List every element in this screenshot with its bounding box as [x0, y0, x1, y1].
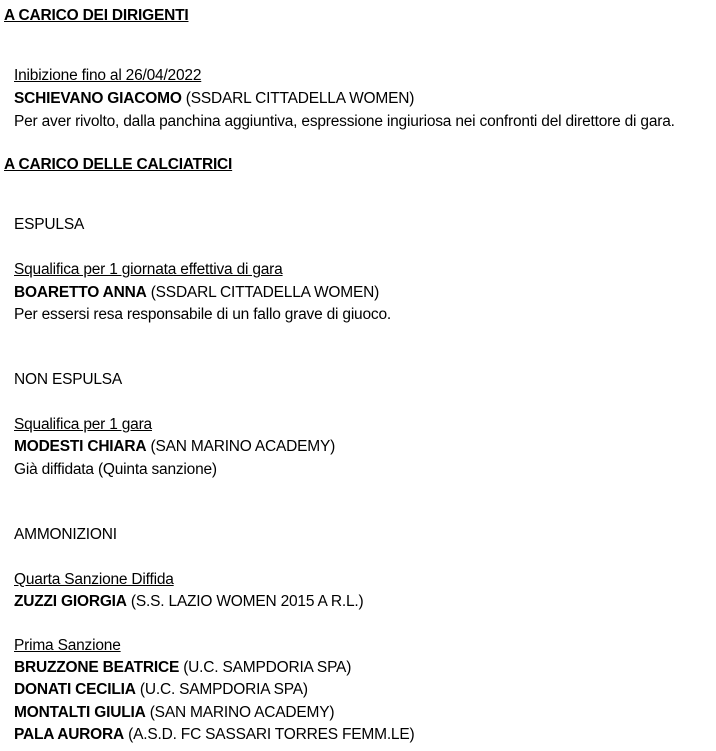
player-entry: [14, 680, 308, 700]
dirigente-entry: [14, 89, 414, 109]
sanction-quarta: Quarta Sanzione Diffida: [14, 571, 174, 588]
player-name: DONATI CECILIA: [14, 681, 136, 698]
team-name: (S.S. LAZIO WOMEN 2015 A R.L.): [126, 593, 364, 610]
sanction-espulsa: Squalifica per 1 giornata effettiva di gara: [14, 261, 283, 278]
player-entry: [14, 703, 334, 723]
player-name: BOARETTO ANNA: [14, 284, 147, 301]
sanction-dirigente: Inibizione fino al 26/04/2022: [14, 67, 202, 84]
heading-dirigenti: A CARICO DEI DIRIGENTI: [4, 7, 189, 24]
player-name: ZUZZI GIORGIA: [14, 593, 127, 610]
player-name: BRUZZONE BEATRICE: [14, 659, 180, 676]
sanction-note: Già diffidata (Quinta sanzione): [14, 461, 217, 478]
team-name: (U.C. SAMPDORIA SPA): [135, 681, 308, 698]
sanction-prima: Prima Sanzione: [14, 637, 121, 654]
sanction-reason: Per aver rivolto, dalla panchina aggiuntiva, espressione ingiuriosa nei confronti del direttore di gara.: [14, 113, 675, 130]
person-name: SCHIEVANO GIACOMO: [14, 90, 182, 107]
player-name: MODESTI CHIARA: [14, 438, 147, 455]
team-name: (SSDARL CITTADELLA WOMEN): [146, 284, 380, 301]
player-entry: [14, 437, 335, 457]
sanction-reason: Per essersi resa responsabile di un fallo grave di giuoco.: [14, 306, 391, 323]
label-espulsa: ESPULSA: [14, 216, 85, 233]
team-name: (A.S.D. FC SASSARI TORRES FEMM.LE): [124, 726, 415, 743]
team-name: (SSDARL CITTADELLA WOMEN): [181, 90, 415, 107]
player-entry: [14, 725, 414, 745]
sanction-non-espulsa: Squalifica per 1 gara: [14, 416, 152, 433]
team-name: (U.C. SAMPDORIA SPA): [179, 659, 352, 676]
team-name: (SAN MARINO ACADEMY): [146, 438, 336, 455]
player-entry: [14, 658, 351, 678]
label-ammonizioni: AMMONIZIONI: [14, 526, 117, 543]
team-name: (SAN MARINO ACADEMY): [145, 704, 335, 721]
label-non-espulsa: NON ESPULSA: [14, 371, 123, 388]
player-name: MONTALTI GIULIA: [14, 704, 146, 721]
player-entry: [14, 283, 379, 303]
player-name: PALA AURORA: [14, 726, 125, 743]
player-entry: [14, 592, 364, 612]
heading-calciatrici: A CARICO DELLE CALCIATRICI: [4, 156, 233, 173]
